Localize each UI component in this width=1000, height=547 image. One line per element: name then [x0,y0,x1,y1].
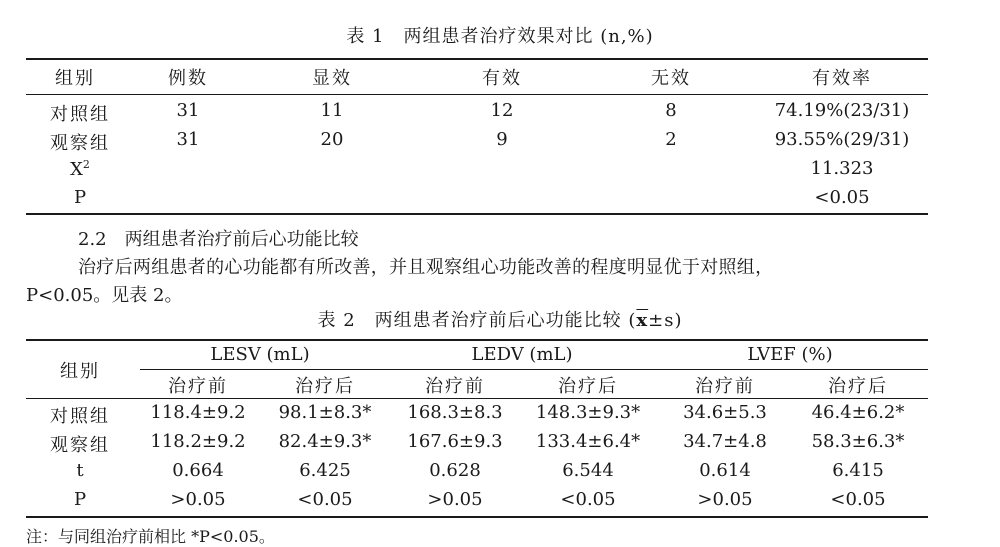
t2-row3-c2: 6.425 [299,460,351,481]
t1-row2-effective: 9 [496,129,508,150]
t1-row1-ineffective: 8 [665,100,677,121]
t2-row1-c1: 118.4±9.2 [150,402,246,423]
t2-row1-c5: 34.6±5.3 [683,402,767,423]
table2-metric-rule [140,369,928,370]
t2-row4-c4: <0.05 [560,489,616,510]
t1-header-group: 组别 [55,68,95,89]
t1-chi-label: $X^2$ [70,158,90,180]
table1-top-rule [26,58,928,60]
t2-row3-c6: 6.415 [832,460,884,481]
t2-row2-group: 观察组 [50,435,110,456]
t2-row2-c5: 34.7±4.8 [683,431,767,452]
t2-row3-group: t [76,460,84,481]
t1-chi-value: 11.323 [810,158,874,179]
paragraph-line-1: 治疗后两组患者的心功能都有所改善，并且观察组心功能改善的程度明显优于对照组， [78,257,774,278]
t2-row2-c4: 133.4±6.4* [535,431,641,452]
t1-row2-rate: 93.55%(29/31) [774,129,910,150]
t1-row1-marked: 11 [320,100,344,121]
t2-metric-ledv: LEDV (mL) [471,344,573,365]
t1-row1-effective: 12 [490,100,514,121]
t2-row2-c3: 167.6±9.3 [407,431,503,452]
t2-row4-c5: >0.05 [697,489,753,510]
t2-row1-c3: 168.3±8.3 [407,402,503,423]
table2-footnote: 注：与同组治疗前相比 *P<0.05。 [26,527,275,546]
t1-row1-count: 31 [176,100,200,121]
t2-row2-c6: 58.3±6.3* [811,431,905,452]
t2-header-group: 组别 [60,361,100,382]
t1-p-label: P [73,187,87,208]
t2-row3-c3: 0.628 [429,460,481,481]
t1-row1-rate: 74.19%(23/31) [774,100,910,121]
t2-sub-ledv-before: 治疗前 [425,376,485,397]
t1-row2-group: 观察组 [50,133,110,154]
t2-metric-lesv: LESV (mL) [210,344,310,365]
t2-row2-c2: 82.4±9.3* [278,431,372,452]
t2-sub-lesv-after: 治疗后 [295,376,355,397]
t1-p-value: <0.05 [814,187,870,208]
t2-row1-c2: 98.1±8.3* [278,402,372,423]
table1-header-rule [26,94,928,95]
t2-row2-c1: 118.2±9.2 [150,431,246,452]
t2-metric-lvef: LVEF (%) [747,344,833,365]
paragraph-line-2: P<0.05。见表 2。 [26,285,183,306]
t2-row4-c6: <0.05 [830,489,886,510]
section-heading: 2.2 两组患者治疗前后心功能比较 [78,229,359,250]
t1-row2-ineffective: 2 [665,129,677,150]
t1-row1-group: 对照组 [50,104,110,125]
t1-header-marked: 显效 [312,68,352,89]
table2-caption: 表 2 两组患者治疗前后心功能比较 $(\overline{x}\pm s)$ [317,310,683,331]
t2-row4-c2: <0.05 [297,489,353,510]
t1-row2-count: 31 [176,129,200,150]
t1-row2-marked: 20 [320,129,344,150]
t2-sub-lvef-before: 治疗前 [695,376,755,397]
t2-row3-c4: 6.544 [562,460,614,481]
table1-bottom-rule [26,213,928,215]
table2-bottom-rule [26,516,928,518]
t2-row3-c1: 0.664 [172,460,224,481]
t2-row3-c5: 0.614 [699,460,751,481]
t2-row4-c1: >0.05 [170,489,226,510]
t2-sub-ledv-after: 治疗后 [558,376,618,397]
t1-header-count: 例数 [168,68,208,89]
table1-caption: 表 1 两组患者治疗效果对比 (n,%) [346,26,654,47]
t2-row4-c3: >0.05 [427,489,483,510]
table2-header-rule [26,398,928,399]
t2-row1-c6: 46.4±6.2* [811,402,905,423]
t1-header-ineffective: 无效 [651,68,691,89]
t2-row1-c4: 148.3±9.3* [535,402,641,423]
t1-header-rate: 有效率 [812,68,872,89]
t1-header-effective: 有效 [482,68,522,89]
table2-top-rule [26,339,928,341]
t2-row1-group: 对照组 [50,406,110,427]
t2-sub-lvef-after: 治疗后 [828,376,888,397]
t2-row4-group: P [73,489,87,510]
t2-sub-lesv-before: 治疗前 [168,376,228,397]
